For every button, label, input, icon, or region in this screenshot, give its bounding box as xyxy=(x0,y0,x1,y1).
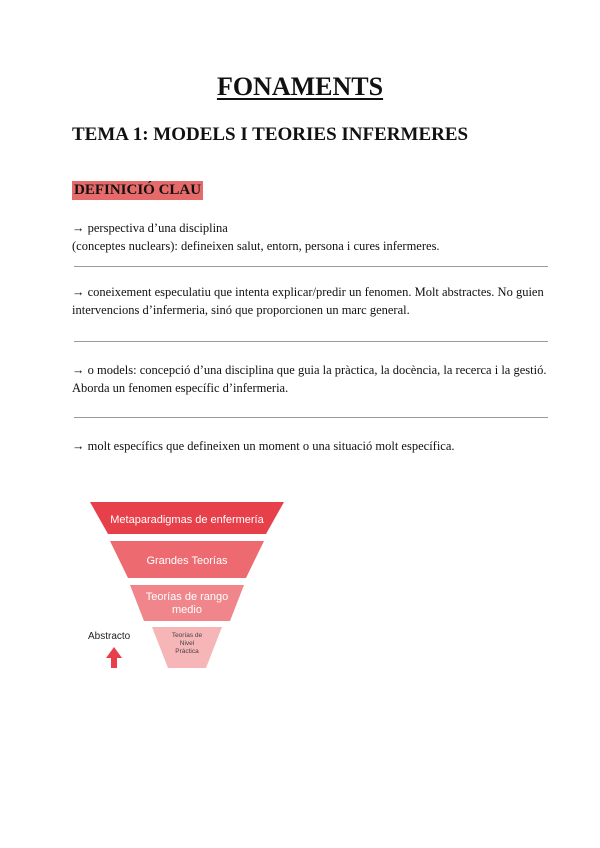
definition-2-line-2: intervencions d’infermeria, sinó que proporcionen un marc general. xyxy=(72,303,410,317)
definition-1-line-1: → perspectiva d’una disciplina xyxy=(72,221,228,235)
key-definition-heading: DEFINICIÓ CLAU xyxy=(74,182,202,198)
divider xyxy=(74,341,548,342)
pyramid-label-practice-2: Nivel xyxy=(179,640,195,647)
definition-4 xyxy=(72,437,552,455)
definition-3-line-2: Aborda un fenomen específic d’infermeria. xyxy=(72,381,289,395)
page-title: FONAMENTS xyxy=(216,72,384,101)
divider xyxy=(74,417,548,418)
abstract-axis-label: Abstracto xyxy=(88,631,131,642)
arrow-up-icon xyxy=(106,647,122,668)
pyramid-label-metaparadigms: Metaparadigmas de enfermería xyxy=(110,514,264,526)
definition-2 xyxy=(72,283,552,319)
definition-3 xyxy=(72,361,552,397)
pyramid-label-practice-3: Práctica xyxy=(175,648,199,655)
definition-2-line-1: → coneixement especulatiu que intenta explicar/predir un fenomen. Molt abstractes. No guien xyxy=(72,285,544,299)
theory-pyramid-diagram xyxy=(82,496,292,676)
pyramid-label-middle-range-2: medio xyxy=(172,604,202,616)
pyramid-label-middle-range-1: Teorías de rango xyxy=(145,591,229,603)
pyramid-label-grand-theories: Grandes Teorías xyxy=(146,555,228,567)
section-title: TEMA 1: MODELS I TEORIES INFERMERES xyxy=(72,124,469,145)
definition-3-line-1: → o models: concepció d’una disciplina que guia la pràctica, la docència, la recerca i la gestió. xyxy=(72,363,547,377)
pyramid-label-practice-1: Teorías de xyxy=(171,632,203,639)
definition-4-line-1: → molt específics que defineixen un moment o una situació molt específica. xyxy=(72,439,455,453)
divider xyxy=(74,266,548,267)
definition-1 xyxy=(72,219,552,255)
definition-1-line-2: (conceptes nuclears): defineixen salut, entorn, persona i cures infermeres. xyxy=(72,239,440,253)
